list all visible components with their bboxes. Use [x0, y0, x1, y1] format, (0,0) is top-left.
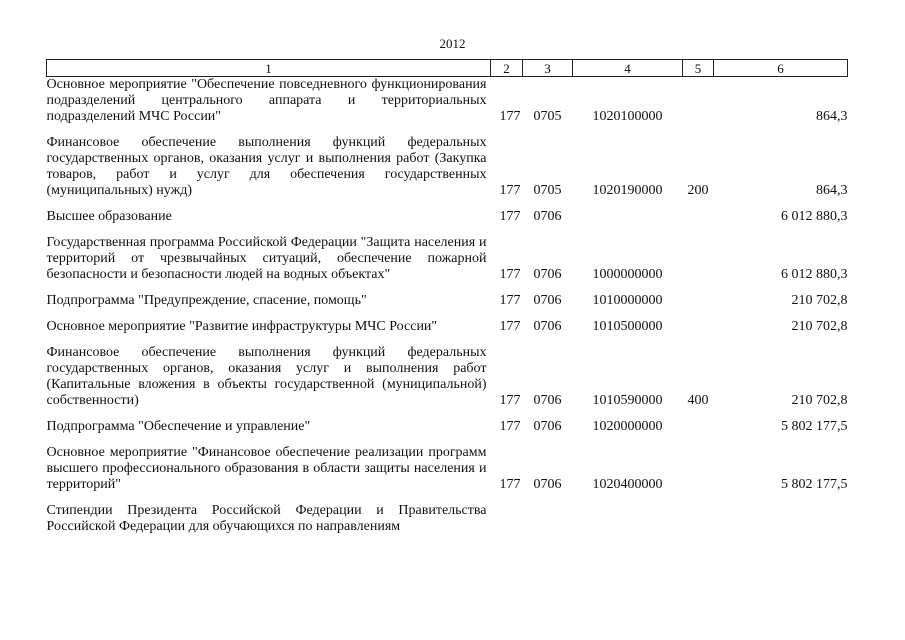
- row-name: Высшее образование: [46, 209, 172, 224]
- row-amount: 864,3: [816, 109, 848, 124]
- row-expense-type: 400: [687, 393, 709, 408]
- row-target-article: 1010500000: [592, 319, 663, 334]
- row-spacer: [47, 335, 848, 345]
- row-target-article: [573, 209, 683, 225]
- row-spacer: [47, 309, 848, 319]
- row-target-article: 1020400000: [592, 477, 663, 492]
- row-spacer: [47, 125, 848, 135]
- row-admin-code: 177: [499, 183, 521, 198]
- row-section-code: 0706: [533, 267, 562, 282]
- table-row: [47, 319, 848, 335]
- row-name: Основное мероприятие "Обеспечение повседневного функционирования подразделений центрального аппарата и территориальных подразделений МЧС России": [46, 77, 487, 124]
- row-expense-type: [683, 319, 714, 335]
- table-row: [47, 503, 848, 535]
- row-name: Подпрограмма "Предупреждение, спасение, помощь": [46, 293, 367, 308]
- budget-table: [46, 59, 848, 535]
- row-expense-type: [683, 77, 714, 126]
- column-header-admin: 2: [491, 60, 523, 77]
- row-section-code: 0705: [533, 183, 562, 198]
- row-admin-code: 177: [499, 477, 521, 492]
- row-admin-code: 177: [499, 419, 521, 434]
- row-spacer: [47, 493, 848, 503]
- table-header: [47, 60, 848, 77]
- row-section-code: 0706: [533, 209, 562, 224]
- row-section-code: 0706: [533, 477, 562, 492]
- row-name: Финансовое обеспечение выполнения функций федеральных государственных органов, оказания услуг и выполнения работ (Капитальные вложения в объекты государственной (муниципальной) собственности): [46, 345, 487, 408]
- row-name: Финансовое обеспечение выполнения функций федеральных государственных органов, оказания услуг и выполнения работ (Закупка товаров, работ и услуг для обеспечения государственных (муниципальных) нужд): [46, 135, 487, 198]
- table-row: [47, 135, 848, 199]
- row-target-article: [573, 503, 683, 535]
- row-spacer: [47, 409, 848, 419]
- row-expense-type: [683, 209, 714, 225]
- row-admin-code: 177: [499, 393, 521, 408]
- row-expense-type: [683, 445, 714, 493]
- row-amount: 5 802 177,5: [781, 419, 848, 434]
- row-admin-code: 177: [499, 293, 521, 308]
- row-admin-code: [491, 503, 523, 535]
- table-row: [47, 235, 848, 283]
- table-row: [47, 209, 848, 225]
- row-amount: 210 702,8: [791, 393, 848, 408]
- row-section-code: [523, 503, 573, 535]
- column-header-name: 1: [47, 60, 491, 77]
- row-target-article: 1010000000: [592, 293, 663, 308]
- header-row: [47, 60, 848, 77]
- table-row: [47, 77, 848, 126]
- column-header-expense-type: 5: [683, 60, 714, 77]
- table-row: [47, 419, 848, 435]
- row-name: Стипендии Президента Российской Федерации и Правительства Российской Федерации для обучающихся по направлениям: [46, 503, 487, 534]
- row-section-code: 0706: [533, 319, 562, 334]
- row-expense-type: 200: [687, 183, 709, 198]
- row-amount: 5 802 177,5: [781, 477, 848, 492]
- row-spacer: [47, 225, 848, 235]
- row-amount: 6 012 880,3: [781, 267, 848, 282]
- row-section-code: 0706: [533, 419, 562, 434]
- row-section-code: 0706: [533, 293, 562, 308]
- table-body: [47, 77, 848, 536]
- column-header-amount: 6: [714, 60, 848, 77]
- row-section-code: 0705: [533, 109, 562, 124]
- row-name: Основное мероприятие "Развитие инфраструктуры МЧС России": [46, 319, 438, 334]
- row-expense-type: [683, 503, 714, 535]
- row-spacer: [47, 435, 848, 445]
- row-amount: 6 012 880,3: [781, 209, 848, 224]
- row-target-article: 1020100000: [592, 109, 663, 124]
- row-target-article: 1020000000: [592, 419, 663, 434]
- row-admin-code: 177: [499, 209, 521, 224]
- row-amount: 864,3: [816, 183, 848, 198]
- column-header-target-article: 4: [573, 60, 683, 77]
- row-amount: [714, 503, 848, 535]
- row-admin-code: 177: [499, 267, 521, 282]
- column-header-section: 3: [523, 60, 573, 77]
- row-amount: 210 702,8: [791, 319, 848, 334]
- row-expense-type: [683, 419, 714, 435]
- row-target-article: 1000000000: [592, 267, 663, 282]
- page-number: 2012: [439, 36, 466, 51]
- table-row: [47, 293, 848, 309]
- row-spacer: [47, 283, 848, 293]
- row-spacer: [47, 199, 848, 209]
- row-admin-code: 177: [499, 109, 521, 124]
- row-name: Подпрограмма "Обеспечение и управление": [46, 419, 311, 434]
- row-admin-code: 177: [499, 319, 521, 334]
- table-row: [47, 445, 848, 493]
- row-name: Основное мероприятие "Финансовое обеспечение реализации программ высшего профессионального образования в области защиты населения и территорий": [46, 445, 487, 492]
- row-target-article: 1020190000: [592, 183, 663, 198]
- row-section-code: 0706: [533, 393, 562, 408]
- row-name: Государственная программа Российской Федерации "Защита населения и территорий от чрезвычайных ситуаций, обеспечение пожарной безопасности и безопасности людей на водных объектах": [46, 235, 487, 282]
- row-expense-type: [683, 293, 714, 309]
- table-row: [47, 345, 848, 409]
- row-amount: 210 702,8: [791, 293, 848, 308]
- row-expense-type: [683, 235, 714, 283]
- row-target-article: 1010590000: [592, 393, 663, 408]
